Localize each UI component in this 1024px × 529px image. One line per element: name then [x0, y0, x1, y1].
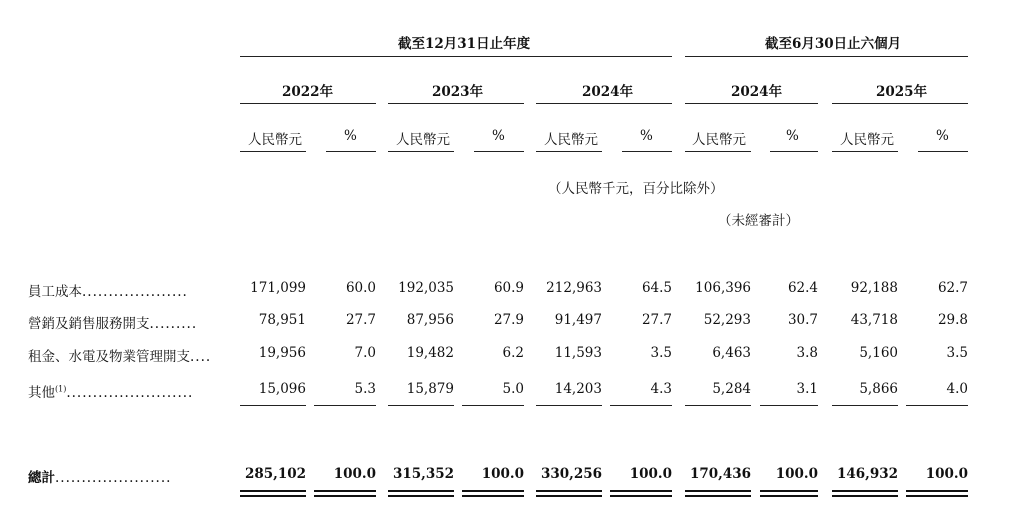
year-header-2024-interim: 2024年: [731, 84, 783, 100]
table-cell: 15,879: [406, 381, 454, 397]
table-cell: 171,099: [250, 280, 306, 296]
col-header-rmb-2024a: 人民幣元: [544, 132, 598, 148]
leader-dots: ........................: [66, 385, 194, 401]
year-rule-2024-interim: [685, 103, 818, 104]
total-cell: 146,932: [836, 466, 898, 482]
subtotal-rule: [536, 405, 602, 406]
row-label: [28, 381, 193, 401]
subtotal-rule: [685, 405, 751, 406]
row-label-text: 其他: [28, 385, 55, 401]
table-cell: 27.9: [493, 312, 524, 328]
table-cell: 212,963: [546, 280, 602, 296]
col-header-rmb-2023: 人民幣元: [396, 132, 450, 148]
total-double-rule: [536, 490, 602, 497]
col-rule: [388, 151, 454, 152]
table-cell: 4.3: [650, 381, 672, 397]
table-cell: 5,284: [712, 381, 751, 397]
row-label: [28, 280, 188, 300]
total-double-rule: [906, 490, 968, 497]
total-double-rule: [685, 490, 751, 497]
year-rule-2025: [832, 103, 968, 104]
table-cell: 6,463: [712, 345, 751, 361]
period-rule-annual: [240, 56, 672, 57]
table-cell: 3.8: [796, 345, 818, 361]
table-cell: 60.9: [493, 280, 524, 296]
col-rule: [832, 151, 898, 152]
col-rule: [622, 151, 672, 152]
unaudited-note: （未經審計）: [718, 213, 799, 229]
total-label: [28, 466, 171, 486]
row-label: [28, 312, 197, 332]
subtotal-rule: [462, 405, 524, 406]
footnote-marker: (1): [55, 384, 67, 394]
table-cell: 87,956: [406, 312, 454, 328]
table-cell: 106,396: [695, 280, 751, 296]
total-cell: 100.0: [333, 466, 376, 482]
table-cell: 29.8: [937, 312, 968, 328]
table-cell: 5,160: [859, 345, 898, 361]
total-cell: 100.0: [775, 466, 818, 482]
table-cell: 62.7: [937, 280, 968, 296]
table-cell: 64.5: [641, 280, 672, 296]
year-header-2023: 2023年: [432, 84, 484, 100]
subtotal-rule: [760, 405, 818, 406]
table-cell: 92,188: [850, 280, 898, 296]
table-cell: 78,951: [258, 312, 306, 328]
col-rule: [474, 151, 524, 152]
table-cell: 60.0: [345, 280, 376, 296]
table-cell: 91,497: [554, 312, 602, 328]
col-header-pct-2024i: %: [786, 128, 799, 144]
total-cell: 100.0: [629, 466, 672, 482]
total-double-rule: [760, 490, 818, 497]
total-cell: 315,352: [392, 466, 454, 482]
period-rule-interim: [685, 56, 968, 57]
table-cell: 6.2: [502, 345, 524, 361]
total-double-rule: [610, 490, 672, 497]
col-header-rmb-2025: 人民幣元: [840, 132, 894, 148]
leader-dots: ....................: [82, 284, 188, 300]
table-cell: 3.5: [650, 345, 672, 361]
leader-dots: ......................: [55, 470, 172, 486]
table-cell: 7.0: [354, 345, 376, 361]
table-cell: 19,956: [258, 345, 306, 361]
col-header-rmb-2022: 人民幣元: [248, 132, 302, 148]
unit-note: （人民幣千元，百分比除外）: [548, 181, 724, 197]
period-header-annual: 截至12月31日止年度: [398, 36, 531, 52]
subtotal-rule: [240, 405, 306, 406]
col-header-pct-2022: %: [344, 128, 357, 144]
row-label: [28, 345, 211, 365]
total-cell: 285,102: [244, 466, 306, 482]
table-cell: 43,718: [850, 312, 898, 328]
total-double-rule: [832, 490, 898, 497]
table-cell: 14,203: [554, 381, 602, 397]
year-header-2022: 2022年: [282, 84, 334, 100]
table-cell: 30.7: [787, 312, 818, 328]
total-double-rule: [314, 490, 376, 497]
col-header-pct-2023: %: [492, 128, 505, 144]
col-rule: [918, 151, 968, 152]
row-label-text: 營銷及銷售服務開支: [28, 316, 150, 332]
table-cell: 11,593: [554, 345, 602, 361]
row-label-text: 員工成本: [28, 284, 82, 300]
col-rule: [326, 151, 376, 152]
total-label-text: 總計: [28, 470, 55, 486]
table-cell: 62.4: [787, 280, 818, 296]
leader-dots: ....: [190, 349, 212, 365]
col-rule: [685, 151, 751, 152]
subtotal-rule: [314, 405, 376, 406]
table-cell: 27.7: [345, 312, 376, 328]
subtotal-rule: [832, 405, 898, 406]
year-header-2024-annual: 2024年: [582, 84, 634, 100]
table-cell: 4.0: [946, 381, 968, 397]
subtotal-rule: [610, 405, 672, 406]
table-cell: 52,293: [703, 312, 751, 328]
table-cell: 5,866: [859, 381, 898, 397]
table-cell: 19,482: [406, 345, 454, 361]
subtotal-rule: [906, 405, 968, 406]
leader-dots: .........: [149, 316, 198, 332]
table-cell: 192,035: [398, 280, 454, 296]
col-header-pct-2025: %: [936, 128, 949, 144]
table-cell: 3.5: [946, 345, 968, 361]
table-cell: 5.0: [502, 381, 524, 397]
table-cell: 3.1: [796, 381, 818, 397]
subtotal-rule: [388, 405, 454, 406]
table-cell: 15,096: [258, 381, 306, 397]
col-header-pct-2024a: %: [640, 128, 653, 144]
table-cell: 5.3: [354, 381, 376, 397]
total-cell: 100.0: [925, 466, 968, 482]
total-cell: 330,256: [540, 466, 602, 482]
year-rule-2024-annual: [536, 103, 672, 104]
total-cell: 170,436: [689, 466, 751, 482]
total-double-rule: [388, 490, 454, 497]
total-cell: 100.0: [481, 466, 524, 482]
table-cell: 27.7: [641, 312, 672, 328]
year-rule-2023: [388, 103, 524, 104]
year-header-2025: 2025年: [876, 84, 928, 100]
total-double-rule: [240, 490, 306, 497]
col-rule: [240, 151, 306, 152]
total-double-rule: [462, 490, 524, 497]
col-rule: [536, 151, 602, 152]
period-header-interim: 截至6月30日止六個月: [765, 36, 902, 52]
col-header-rmb-2024i: 人民幣元: [692, 132, 746, 148]
year-rule-2022: [240, 103, 376, 104]
row-label-text: 租金、水電及物業管理開支: [28, 349, 190, 365]
col-rule: [770, 151, 818, 152]
